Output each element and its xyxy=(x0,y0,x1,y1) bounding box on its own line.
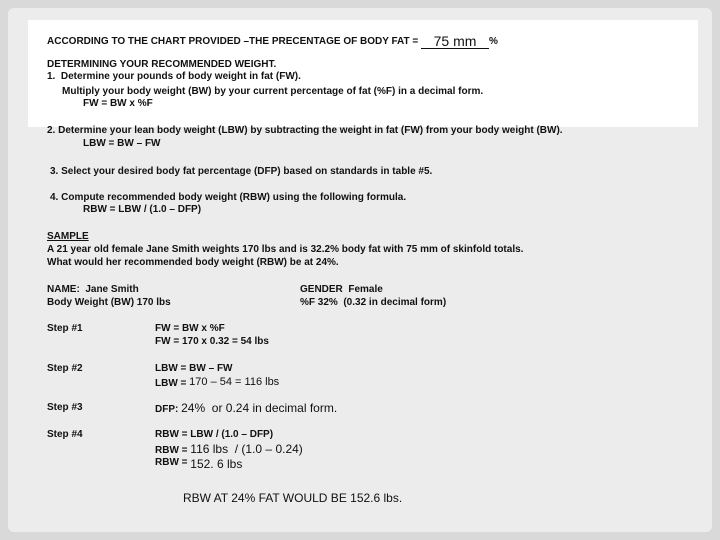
step2-formula: LBW = BW – FW xyxy=(83,138,161,149)
body-fat-prefix: ACCORDING TO THE CHART PROVIDED –THE PRECENTAGE OF BODY FAT = xyxy=(47,36,422,47)
step4-line-b-prefix: RBW = xyxy=(155,445,191,456)
sample-name: NAME: Jane Smith xyxy=(47,284,139,295)
step2-line-b-value: 170 – 54 = 116 lbs xyxy=(189,376,280,388)
step4-line-a: RBW = LBW / (1.0 – DFP) xyxy=(155,429,274,440)
step4-line-b xyxy=(155,443,303,457)
step4-line-c-value: 152. 6 lbs xyxy=(190,457,243,471)
sample-fat-percent: %F 32% (0.32 in decimal form) xyxy=(300,297,447,308)
step2-line-a: LBW = BW – FW xyxy=(155,363,233,374)
step4-formula: RBW = LBW / (1.0 – DFP) xyxy=(83,204,202,215)
body-fat-question xyxy=(47,34,498,49)
step4-line-b-value: 116 lbs / (1.0 – 0.24) xyxy=(190,442,303,456)
sample-heading: SAMPLE xyxy=(47,231,89,242)
step3-label: Step #3 xyxy=(47,402,83,413)
section-title: DETERMINING YOUR RECOMMENDED WEIGHT. xyxy=(47,59,277,70)
step2-line-b xyxy=(155,376,279,390)
step1-title: 1. Determine your pounds of body weight in fat (FW). xyxy=(47,71,301,82)
sample-gender: GENDER Female xyxy=(300,284,383,295)
sample-body-weight: Body Weight (BW) 170 lbs xyxy=(47,297,171,308)
step4-line-c xyxy=(155,457,242,470)
step2-title: 2. Determine your lean body weight (LBW) by subtracting the weight in fat (FW) from your body weight (BW). xyxy=(47,125,563,136)
step4-line-c-prefix: RBW = xyxy=(155,457,191,468)
step3-line xyxy=(155,402,337,416)
step1-line-a: FW = BW x %F xyxy=(155,323,225,334)
step1-formula: FW = BW x %F xyxy=(83,98,153,109)
step1-detail: Multiply your body weight (BW) by your current percentage of fat (%F) in a decimal form. xyxy=(62,86,484,97)
step4-title: 4. Compute recommended body weight (RBW) using the following formula. xyxy=(50,192,407,203)
step1-line-b: FW = 170 x 0.32 = 54 lbs xyxy=(155,336,269,347)
step2-line-b-prefix: LBW = xyxy=(155,378,190,389)
body-fat-answer: 75 mm xyxy=(421,34,489,49)
step3-prefix: DFP: xyxy=(155,404,182,415)
step4-label: Step #4 xyxy=(47,429,83,440)
body-fat-suffix: % xyxy=(489,36,498,47)
sample-line-2: What would her recommended body weight (RBW) be at 24%. xyxy=(47,257,339,268)
step3-title: 3. Select your desired body fat percentage (DFP) based on standards in table #5. xyxy=(50,166,433,177)
step1-label: Step #1 xyxy=(47,323,83,334)
step3-value: 24% or 0.24 in decimal form. xyxy=(181,401,338,415)
sample-line-1: A 21 year old female Jane Smith weights 170 lbs and is 32.2% body fat with 75 mm of skinfold totals. xyxy=(47,244,524,255)
step2-label: Step #2 xyxy=(47,363,83,374)
conclusion: RBW AT 24% FAT WOULD BE 152.6 lbs. xyxy=(183,491,403,505)
